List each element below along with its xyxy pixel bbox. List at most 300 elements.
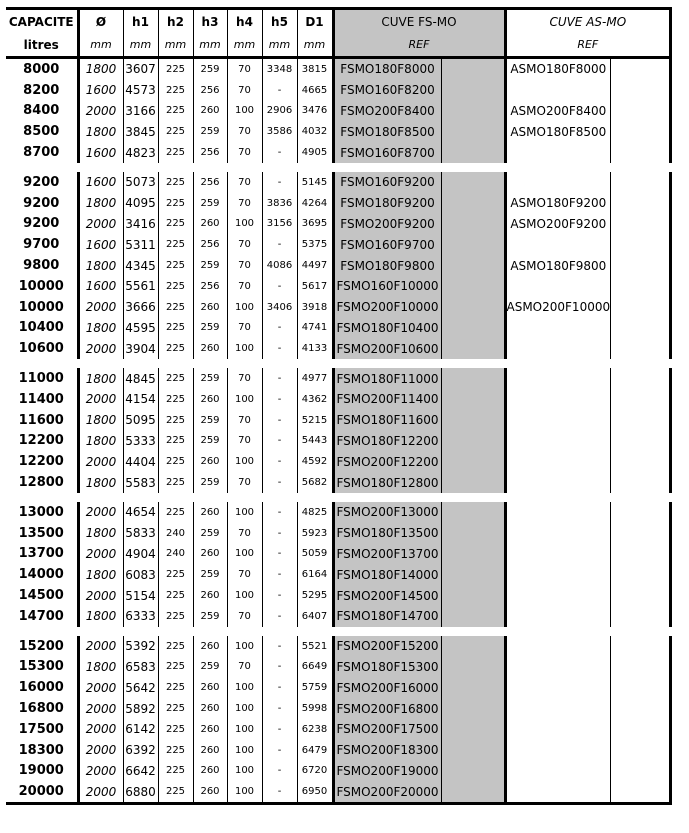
cell-h2: 225 <box>158 142 193 167</box>
cell-capacite: 12200 <box>6 431 78 452</box>
cell-h2: 225 <box>158 585 193 606</box>
cell-d1: 4592 <box>297 451 333 472</box>
cell-diameter: 1600 <box>78 142 123 167</box>
cell-ref-as-mo <box>505 781 611 803</box>
cell-h2: 225 <box>158 781 193 803</box>
tank-dimensions-table <box>6 7 672 805</box>
header-h5: h5 <box>262 9 297 34</box>
cell-fs-mo-extra <box>441 234 505 255</box>
cell-ref-as-mo: ASMO180F9200 <box>510 196 607 211</box>
cell-fs-mo-extra <box>441 698 505 719</box>
cell-h5: - <box>262 677 297 698</box>
cell-capacite: 9200 <box>6 214 78 235</box>
cell-h5: - <box>262 740 297 761</box>
cell-ref-as-mo <box>505 234 611 255</box>
table-row <box>6 740 671 761</box>
cell-capacite: 11000 <box>6 364 78 389</box>
cell-d1: 4741 <box>297 318 333 339</box>
cell-d1: 5521 <box>297 631 333 656</box>
cell-h1: 6083 <box>123 564 158 585</box>
cell-h5: - <box>262 719 297 740</box>
cell-ref-as-mo <box>505 431 611 452</box>
header-h3: h3 <box>193 9 227 34</box>
cell-h4: 70 <box>227 234 262 255</box>
cell-fs-mo-extra <box>441 121 505 142</box>
cell-as-mo-extra <box>611 523 671 544</box>
cell-h4: 100 <box>227 781 262 803</box>
cell-d1: 5682 <box>297 472 333 497</box>
cell-d1: 4497 <box>297 255 333 276</box>
cell-fs-mo-extra <box>441 364 505 389</box>
cell-h5: - <box>262 544 297 565</box>
cell-capacite: 11400 <box>6 389 78 410</box>
table-row <box>6 338 671 363</box>
cell-as-mo-extra <box>611 214 671 235</box>
cell-h3: 259 <box>193 364 227 389</box>
cell-h1: 5311 <box>123 234 158 255</box>
cell-h3: 260 <box>193 544 227 565</box>
cell-h5: 3406 <box>262 297 297 318</box>
cell-fs-mo-extra <box>441 497 505 522</box>
cell-h1: 3416 <box>123 214 158 235</box>
header-row <box>6 9 671 34</box>
cell-h5: - <box>262 451 297 472</box>
cell-h1: 6583 <box>123 657 158 678</box>
cell-diameter: 2000 <box>78 719 123 740</box>
cell-ref-fs-mo: FSMO180F14000 <box>333 564 441 585</box>
cell-d1: 4665 <box>297 80 333 101</box>
cell-h2: 225 <box>158 497 193 522</box>
cell-h3: 259 <box>193 58 227 80</box>
cell-fs-mo-extra <box>441 781 505 803</box>
cell-h4: 70 <box>227 431 262 452</box>
cell-h4: 100 <box>227 214 262 235</box>
cell-h1: 4573 <box>123 80 158 101</box>
cell-ref-fs-mo: FSMO180F12800 <box>333 472 441 497</box>
table-row <box>6 451 671 472</box>
cell-ref-fs-mo: FSMO180F13500 <box>333 523 441 544</box>
cell-fs-mo-extra <box>441 214 505 235</box>
cell-h1: 5642 <box>123 677 158 698</box>
cell-diameter: 1800 <box>78 564 123 585</box>
cell-h3: 260 <box>193 338 227 363</box>
cell-ref-fs-mo: FSMO200F16000 <box>333 677 441 698</box>
cell-capacite: 10600 <box>6 338 78 363</box>
cell-fs-mo-extra <box>441 80 505 101</box>
cell-d1: 3695 <box>297 214 333 235</box>
cell-h2: 225 <box>158 101 193 122</box>
cell-fs-mo-extra <box>441 523 505 544</box>
cell-ref-as-mo: ASMO200F9200 <box>510 216 607 231</box>
cell-ref-as-mo <box>505 606 611 631</box>
cell-ref-as-mo <box>505 318 611 339</box>
cell-diameter: 2000 <box>78 631 123 656</box>
header-d1: D1 <box>297 9 333 34</box>
cell-fs-mo-extra <box>441 338 505 363</box>
cell-h3: 256 <box>193 80 227 101</box>
cell-ref-fs-mo: FSMO200F8400 <box>333 101 441 122</box>
cell-ref-fs-mo: FSMO200F15200 <box>333 631 441 656</box>
cell-h2: 225 <box>158 410 193 431</box>
cell-ref-fs-mo: FSMO160F9200 <box>333 167 441 192</box>
cell-d1: 5998 <box>297 698 333 719</box>
cell-diameter: 2000 <box>78 781 123 803</box>
cell-h2: 225 <box>158 631 193 656</box>
table-row <box>6 497 671 522</box>
cell-ref-fs-mo: FSMO180F11600 <box>333 410 441 431</box>
cell-ref-fs-mo: FSMO180F8500 <box>333 121 441 142</box>
cell-h5: - <box>262 698 297 719</box>
cell-fs-mo-extra <box>441 142 505 167</box>
cell-diameter: 2000 <box>78 740 123 761</box>
cell-h3: 259 <box>193 657 227 678</box>
cell-d1: 5295 <box>297 585 333 606</box>
cell-h3: 259 <box>193 564 227 585</box>
cell-h2: 225 <box>158 214 193 235</box>
cell-ref-as-mo <box>505 80 611 101</box>
cell-as-mo-extra <box>611 167 671 192</box>
cell-h3: 260 <box>193 677 227 698</box>
cell-h2: 225 <box>158 167 193 192</box>
cell-h4: 100 <box>227 497 262 522</box>
cell-as-mo-extra <box>611 121 671 142</box>
cell-capacite: 10000 <box>6 276 78 297</box>
cell-ref-as-mo: ASMO180F8500 <box>510 124 607 139</box>
cell-ref-as-mo <box>505 677 611 698</box>
cell-h3: 260 <box>193 719 227 740</box>
cell-h1: 5583 <box>123 472 158 497</box>
cell-fs-mo-extra <box>441 297 505 318</box>
cell-h1: 4595 <box>123 318 158 339</box>
cell-h1: 4404 <box>123 451 158 472</box>
table-row <box>6 544 671 565</box>
cell-d1: 4905 <box>297 142 333 167</box>
cell-as-mo-extra <box>611 364 671 389</box>
table-row <box>6 121 671 142</box>
cell-h5: - <box>262 167 297 192</box>
cell-h5: - <box>262 523 297 544</box>
cell-d1: 3918 <box>297 297 333 318</box>
cell-h3: 259 <box>193 121 227 142</box>
cell-capacite: 15300 <box>6 657 78 678</box>
cell-d1: 4133 <box>297 338 333 363</box>
cell-fs-mo-extra <box>441 410 505 431</box>
cell-ref-fs-mo: FSMO180F9200 <box>333 193 441 214</box>
cell-d1: 6164 <box>297 564 333 585</box>
cell-fs-mo-extra <box>441 631 505 656</box>
cell-d1: 5059 <box>297 544 333 565</box>
cell-fs-mo-extra <box>441 318 505 339</box>
cell-h5: 4086 <box>262 255 297 276</box>
cell-ref-as-mo <box>505 338 611 363</box>
unit-ref-fs: REF <box>333 33 505 58</box>
cell-h2: 225 <box>158 121 193 142</box>
table-row <box>6 606 671 631</box>
unit-h1: mm <box>123 33 158 58</box>
cell-d1: 5443 <box>297 431 333 452</box>
cell-ref-as-mo: ASMO180F8000 <box>510 62 607 77</box>
cell-h1: 3904 <box>123 338 158 363</box>
cell-h2: 225 <box>158 740 193 761</box>
header-cuve-as-mo: CUVE AS-MO <box>505 9 671 34</box>
cell-h4: 70 <box>227 58 262 80</box>
table-row <box>6 523 671 544</box>
cell-capacite: 10000 <box>6 297 78 318</box>
cell-fs-mo-extra <box>441 472 505 497</box>
cell-fs-mo-extra <box>441 606 505 631</box>
cell-h5: 3156 <box>262 214 297 235</box>
cell-fs-mo-extra <box>441 719 505 740</box>
cell-diameter: 2000 <box>78 101 123 122</box>
cell-h3: 260 <box>193 781 227 803</box>
cell-h1: 4823 <box>123 142 158 167</box>
cell-ref-fs-mo: FSMO160F8200 <box>333 80 441 101</box>
table-row <box>6 142 671 167</box>
cell-h4: 70 <box>227 364 262 389</box>
cell-h2: 225 <box>158 255 193 276</box>
cell-capacite: 20000 <box>6 781 78 803</box>
cell-capacite: 10400 <box>6 318 78 339</box>
cell-diameter: 2000 <box>78 497 123 522</box>
cell-fs-mo-extra <box>441 564 505 585</box>
cell-h3: 259 <box>193 523 227 544</box>
cell-diameter: 2000 <box>78 297 123 318</box>
cell-as-mo-extra <box>611 606 671 631</box>
cell-as-mo-extra <box>611 58 671 80</box>
cell-diameter: 1800 <box>78 318 123 339</box>
cell-capacite: 9200 <box>6 167 78 192</box>
cell-h1: 5561 <box>123 276 158 297</box>
cell-h4: 70 <box>227 523 262 544</box>
cell-ref-as-mo <box>505 497 611 522</box>
cell-h3: 260 <box>193 740 227 761</box>
cell-ref-as-mo <box>505 631 611 656</box>
unit-h4: mm <box>227 33 262 58</box>
cell-h1: 5073 <box>123 167 158 192</box>
cell-as-mo-extra <box>611 234 671 255</box>
cell-ref-as-mo <box>505 719 611 740</box>
cell-diameter: 2000 <box>78 585 123 606</box>
cell-h5: - <box>262 318 297 339</box>
cell-h2: 225 <box>158 472 193 497</box>
cell-ref-as-mo <box>505 410 611 431</box>
cell-h1: 3845 <box>123 121 158 142</box>
cell-h3: 260 <box>193 585 227 606</box>
cell-d1: 6950 <box>297 781 333 803</box>
cell-h5: - <box>262 276 297 297</box>
cell-fs-mo-extra <box>441 544 505 565</box>
cell-ref-as-mo <box>505 761 611 782</box>
cell-capacite: 8000 <box>6 58 78 80</box>
cell-diameter: 2000 <box>78 761 123 782</box>
cell-ref-fs-mo: FSMO200F20000 <box>333 781 441 803</box>
cell-h4: 70 <box>227 318 262 339</box>
cell-h5: - <box>262 564 297 585</box>
cell-diameter: 1800 <box>78 657 123 678</box>
cell-capacite: 14000 <box>6 564 78 585</box>
table-row <box>6 58 671 80</box>
cell-diameter: 1800 <box>78 523 123 544</box>
header-h1: h1 <box>123 9 158 34</box>
cell-ref-fs-mo: FSMO200F19000 <box>333 761 441 782</box>
header-h4: h4 <box>227 9 262 34</box>
cell-capacite: 15200 <box>6 631 78 656</box>
cell-as-mo-extra <box>611 389 671 410</box>
unit-capacite: litres <box>6 33 78 58</box>
cell-h3: 260 <box>193 214 227 235</box>
cell-capacite: 12800 <box>6 472 78 497</box>
cell-fs-mo-extra <box>441 58 505 80</box>
cell-d1: 5759 <box>297 677 333 698</box>
cell-ref-fs-mo: FSMO180F9800 <box>333 255 441 276</box>
cell-h4: 70 <box>227 80 262 101</box>
table-row <box>6 781 671 803</box>
cell-h4: 70 <box>227 410 262 431</box>
cell-h2: 225 <box>158 761 193 782</box>
cell-as-mo-extra <box>611 101 671 122</box>
cell-capacite: 14500 <box>6 585 78 606</box>
cell-as-mo-extra <box>611 80 671 101</box>
cell-ref-fs-mo: FSMO200F17500 <box>333 719 441 740</box>
cell-as-mo-extra <box>611 431 671 452</box>
unit-diameter: mm <box>78 33 123 58</box>
cell-d1: 6649 <box>297 657 333 678</box>
table-row <box>6 234 671 255</box>
cell-as-mo-extra <box>611 781 671 803</box>
table-row <box>6 410 671 431</box>
cell-d1: 6720 <box>297 761 333 782</box>
cell-as-mo-extra <box>611 193 671 214</box>
cell-h3: 260 <box>193 451 227 472</box>
cell-h1: 3607 <box>123 58 158 80</box>
cell-as-mo-extra <box>611 338 671 363</box>
cell-d1: 5215 <box>297 410 333 431</box>
table-row <box>6 472 671 497</box>
cell-h2: 225 <box>158 451 193 472</box>
cell-fs-mo-extra <box>441 389 505 410</box>
cell-ref-as-mo <box>505 740 611 761</box>
cell-fs-mo-extra <box>441 677 505 698</box>
cell-h2: 225 <box>158 606 193 631</box>
cell-as-mo-extra <box>611 255 671 276</box>
cell-ref-fs-mo: FSMO200F9200 <box>333 214 441 235</box>
cell-as-mo-extra <box>611 276 671 297</box>
table-row <box>6 631 671 656</box>
cell-d1: 5375 <box>297 234 333 255</box>
cell-ref-fs-mo: FSMO180F14700 <box>333 606 441 631</box>
table-row <box>6 564 671 585</box>
cell-as-mo-extra <box>611 472 671 497</box>
unit-h3: mm <box>193 33 227 58</box>
cell-h4: 100 <box>227 101 262 122</box>
cell-ref-as-mo <box>505 276 611 297</box>
cell-ref-as-mo <box>505 564 611 585</box>
cell-h3: 259 <box>193 193 227 214</box>
cell-h3: 259 <box>193 255 227 276</box>
cell-h4: 100 <box>227 719 262 740</box>
cell-as-mo-extra <box>611 657 671 678</box>
cell-fs-mo-extra <box>441 740 505 761</box>
cell-h4: 100 <box>227 677 262 698</box>
cell-as-mo-extra <box>611 761 671 782</box>
cell-capacite: 12200 <box>6 451 78 472</box>
cell-h4: 70 <box>227 121 262 142</box>
cell-ref-fs-mo: FSMO160F9700 <box>333 234 441 255</box>
cell-h1: 3166 <box>123 101 158 122</box>
table-row <box>6 677 671 698</box>
cell-h1: 5154 <box>123 585 158 606</box>
cell-h5: - <box>262 497 297 522</box>
cell-h1: 3666 <box>123 297 158 318</box>
cell-ref-fs-mo: FSMO200F12200 <box>333 451 441 472</box>
cell-h4: 70 <box>227 564 262 585</box>
cell-as-mo-extra <box>611 719 671 740</box>
cell-h1: 5892 <box>123 698 158 719</box>
cell-h3: 259 <box>193 410 227 431</box>
cell-ref-fs-mo: FSMO160F10000 <box>333 276 441 297</box>
units-row <box>6 33 671 58</box>
cell-d1: 3476 <box>297 101 333 122</box>
cell-as-mo-extra <box>611 142 671 167</box>
cell-h1: 4845 <box>123 364 158 389</box>
cell-diameter: 1800 <box>78 121 123 142</box>
unit-d1: mm <box>297 33 333 58</box>
table-row <box>6 719 671 740</box>
cell-ref-fs-mo: FSMO180F12200 <box>333 431 441 452</box>
cell-d1: 4362 <box>297 389 333 410</box>
cell-diameter: 1800 <box>78 58 123 80</box>
table-row <box>6 585 671 606</box>
cell-ref-fs-mo: FSMO180F10400 <box>333 318 441 339</box>
cell-diameter: 1600 <box>78 234 123 255</box>
cell-h5: - <box>262 234 297 255</box>
cell-d1: 6479 <box>297 740 333 761</box>
cell-as-mo-extra <box>611 564 671 585</box>
cell-h4: 100 <box>227 585 262 606</box>
cell-d1: 5923 <box>297 523 333 544</box>
cell-capacite: 8400 <box>6 101 78 122</box>
cell-h5: - <box>262 431 297 452</box>
cell-h5: - <box>262 761 297 782</box>
cell-d1: 5617 <box>297 276 333 297</box>
cell-ref-fs-mo: FSMO180F11000 <box>333 364 441 389</box>
cell-h5: - <box>262 781 297 803</box>
header-cuve-fs-mo: CUVE FS-MO <box>333 9 505 34</box>
table-row <box>6 167 671 192</box>
cell-h5: 3586 <box>262 121 297 142</box>
cell-h1: 4154 <box>123 389 158 410</box>
table-row <box>6 255 671 276</box>
cell-ref-fs-mo: FSMO180F8000 <box>333 58 441 80</box>
cell-h5: - <box>262 657 297 678</box>
cell-diameter: 2000 <box>78 698 123 719</box>
cell-h3: 260 <box>193 101 227 122</box>
cell-ref-fs-mo: FSMO200F18300 <box>333 740 441 761</box>
cell-capacite: 11600 <box>6 410 78 431</box>
cell-fs-mo-extra <box>441 167 505 192</box>
cell-capacite: 16000 <box>6 677 78 698</box>
cell-h4: 100 <box>227 544 262 565</box>
cell-h1: 4904 <box>123 544 158 565</box>
cell-capacite: 19000 <box>6 761 78 782</box>
cell-d1: 4977 <box>297 364 333 389</box>
cell-d1: 4264 <box>297 193 333 214</box>
cell-h2: 225 <box>158 364 193 389</box>
cell-h3: 260 <box>193 698 227 719</box>
cell-diameter: 1800 <box>78 606 123 631</box>
cell-h4: 100 <box>227 698 262 719</box>
cell-ref-fs-mo: FSMO160F8700 <box>333 142 441 167</box>
